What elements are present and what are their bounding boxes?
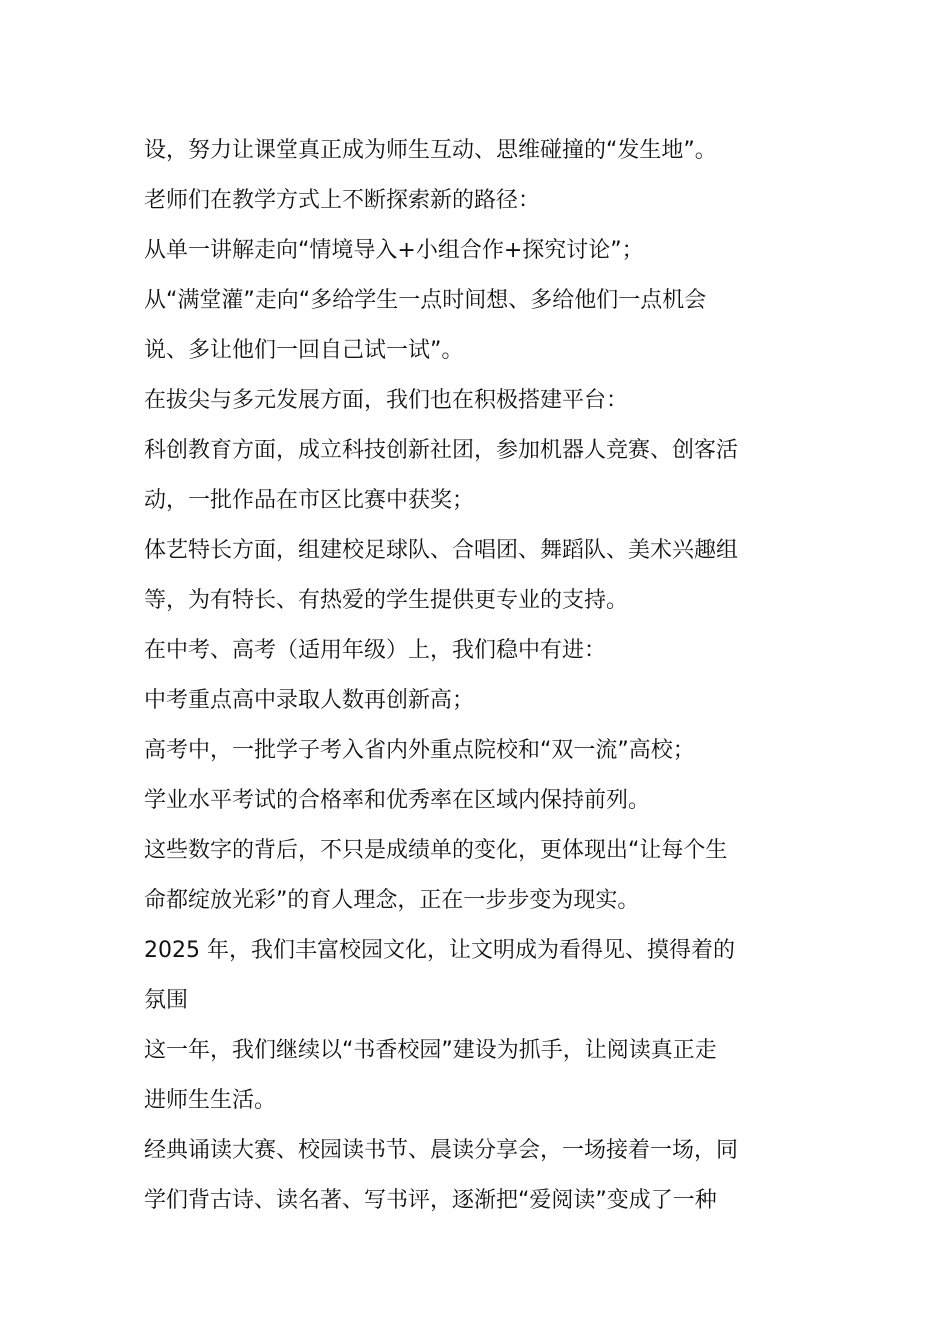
text-line: 高考中，一批学子考入省内外重点院校和“双一流”高校； [144,738,695,763]
text-line: 学业水平考试的合格率和优秀率在区域内保持前列。 [144,788,651,813]
text-line: 这些数字的背后，不只是成绩单的变化，更体现出“让每个生 [144,838,728,863]
text-line: 从单一讲解走向“情境导入+小组合作+探究讨论”； [144,238,644,263]
text-line: 体艺特长方面，组建校足球队、合唱团、舞蹈队、美术兴趣组 [144,538,739,563]
text-line: 学们背古诗、读名著、写书评，逐渐把“爱阅读”变成了一种 [144,1188,717,1213]
text-line: 2025 年，我们丰富校园文化，让文明成为看得见、摸得着的 [144,938,735,963]
document-body [144,126,814,1226]
text-line: 这一年，我们继续以“书香校园”建设为抓手，让阅读真正走 [144,1038,717,1063]
text-line: 中考重点高中录取人数再创新高； [144,688,475,713]
text-line: 进师生生活。 [144,1088,277,1113]
text-line: 在拔尖与多元发展方面，我们也在积极搭建平台： [144,388,629,413]
text-line: 氛围 [144,988,189,1013]
text-line: 命都绽放光彩”的育人理念，正在一步步变为现实。 [144,888,640,913]
text-line: 从“满堂灌”走向“多给学生一点时间想、多给他们一点机会 [144,288,707,313]
text-line: 在中考、高考（适用年级）上，我们稳中有进： [144,638,607,663]
text-line: 动，一批作品在市区比赛中获奖； [144,488,475,513]
text-line: 老师们在教学方式上不断探索新的路径： [144,188,541,213]
text-line: 等，为有特长、有热爱的学生提供更专业的支持。 [144,588,629,613]
text-line: 科创教育方面，成立科技创新社团，参加机器人竞赛、创客活 [144,438,739,463]
text-line: 说、多让他们一回自己试一试”。 [144,338,464,363]
text-line: 经典诵读大赛、校园读书节、晨读分享会，一场接着一场，同 [144,1138,739,1163]
text-line: 设，努力让课堂真正成为师生互动、思维碰撞的“发生地”。 [144,138,717,163]
